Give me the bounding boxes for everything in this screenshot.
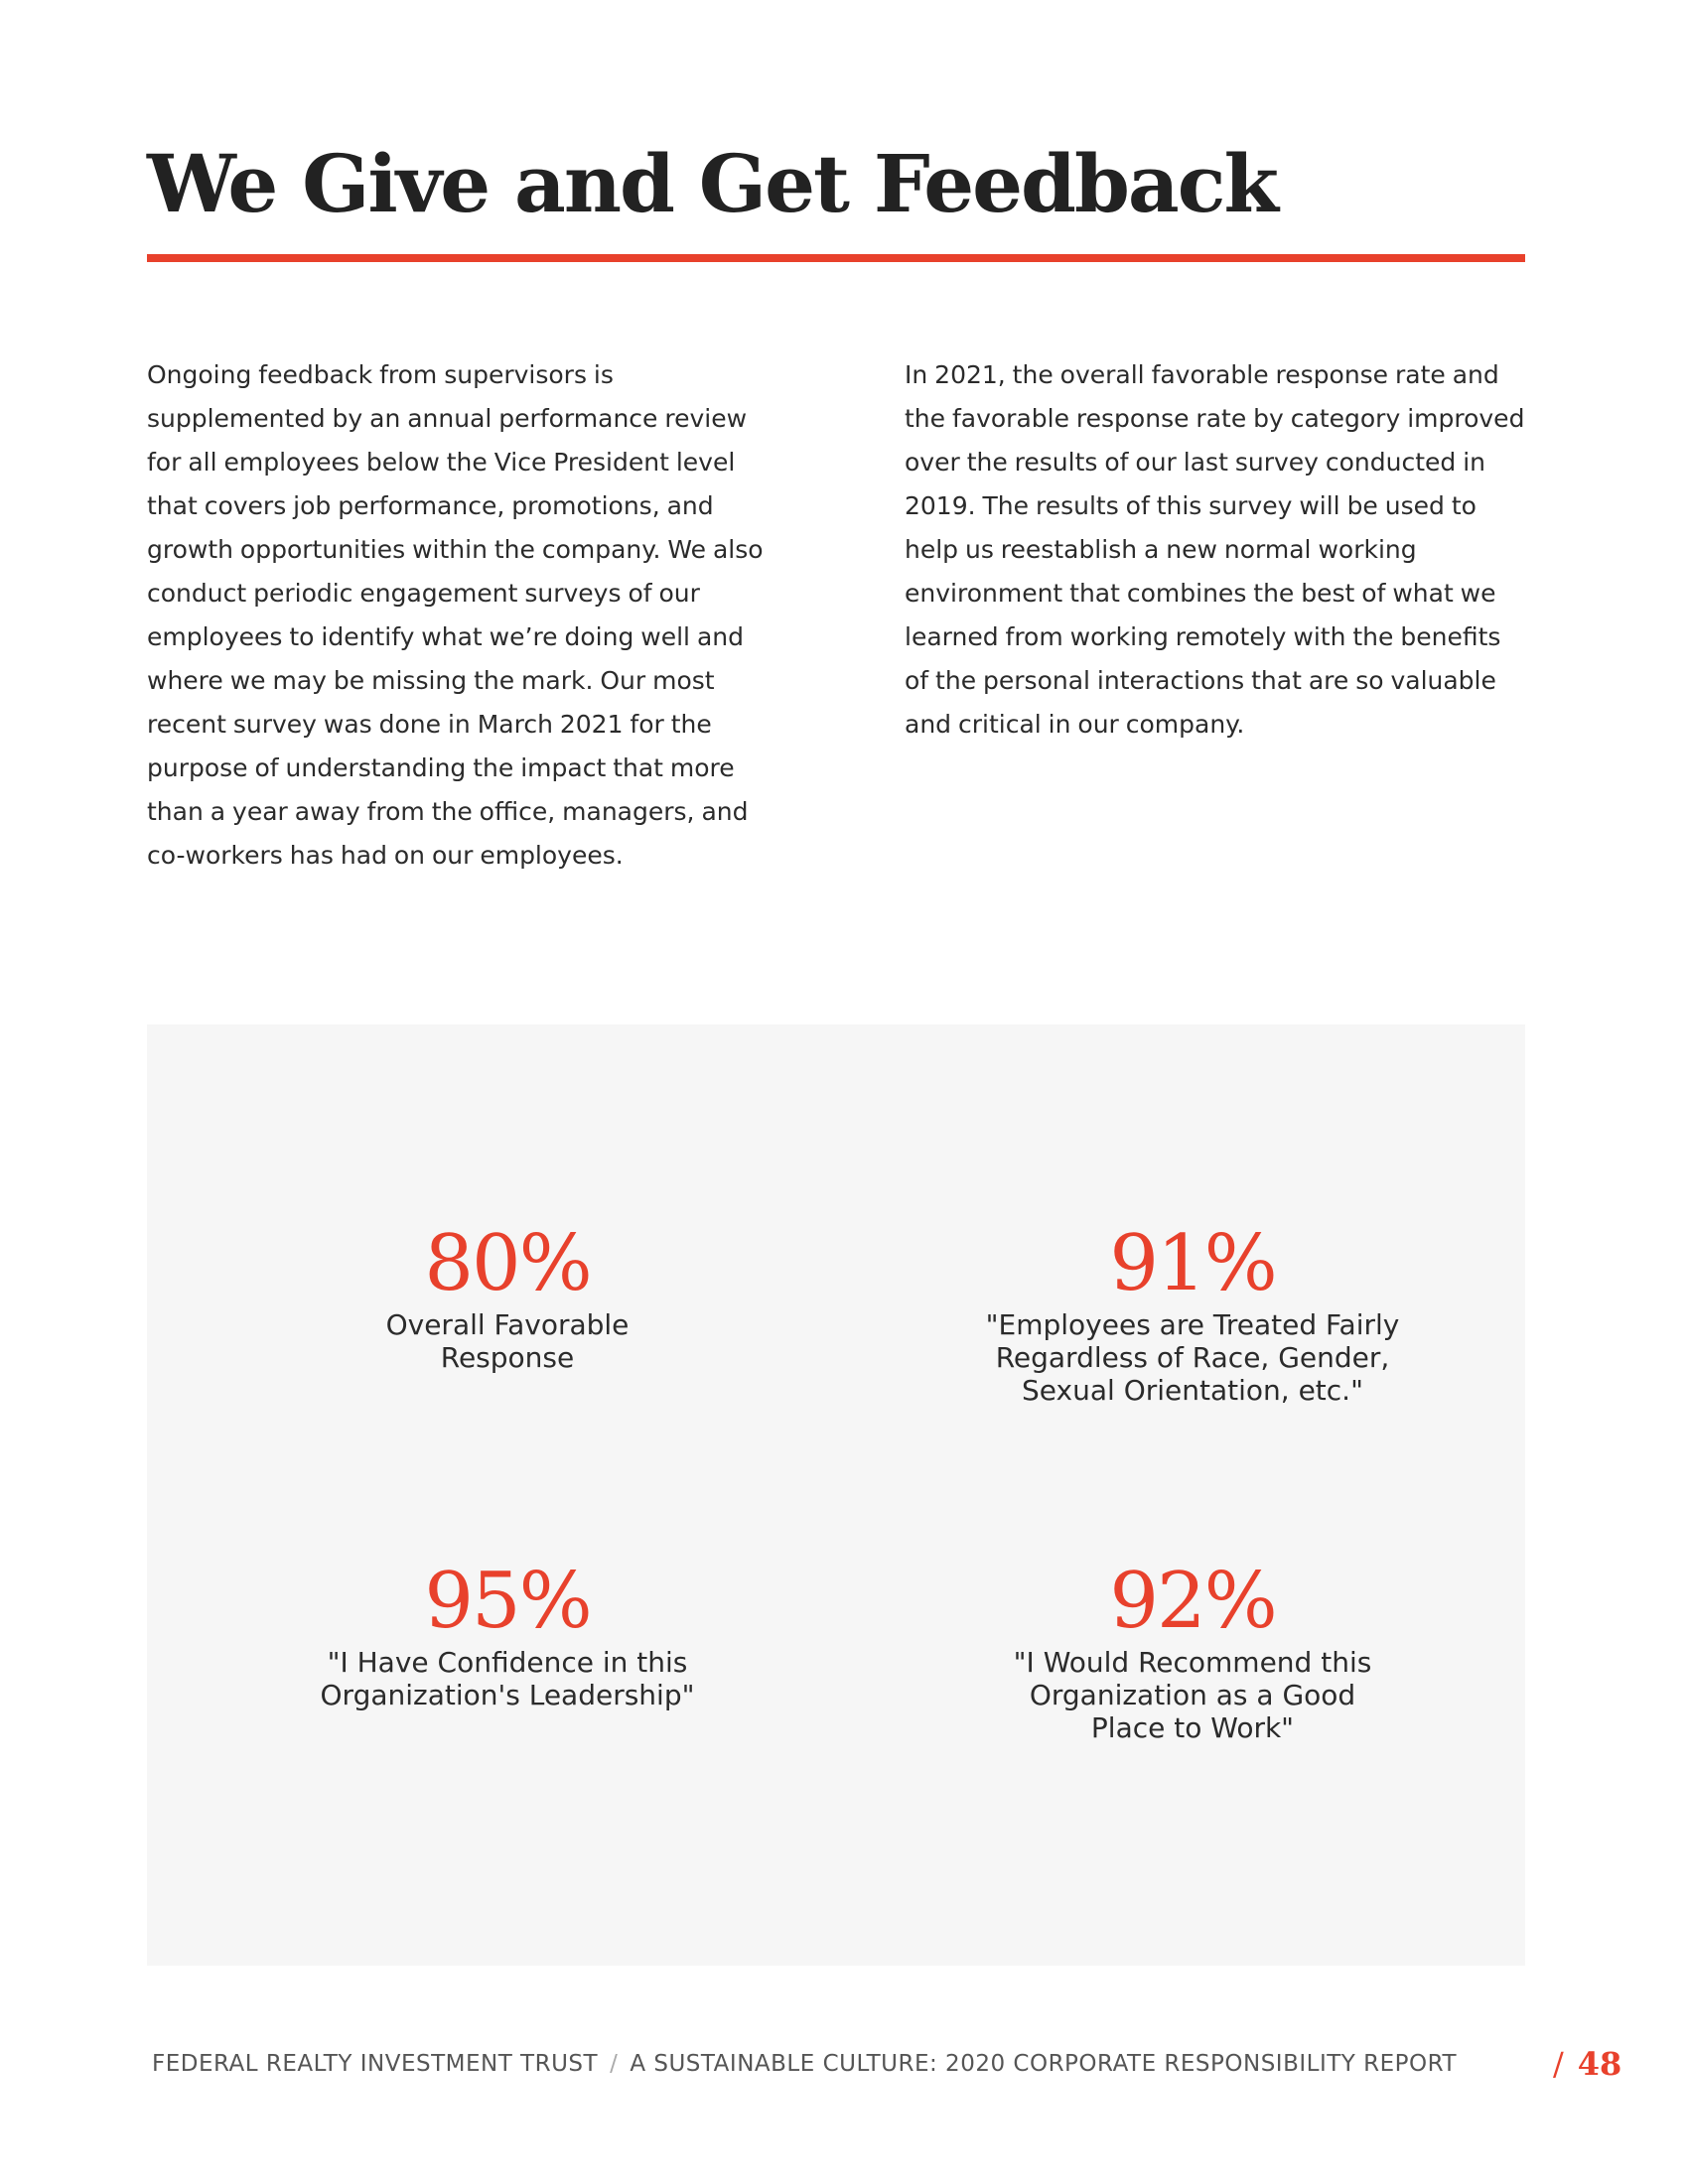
stat-value: 92% <box>1109 1557 1276 1646</box>
stat-leadership-confidence <box>249 1557 766 1711</box>
stat-value: 95% <box>424 1557 591 1646</box>
body-paragraph-right: In 2021, the overall favorable response rate and the favorable response rate by category improved over the results of our last survey conducted in 2019. The results of this survey will be used to help us reestablish a new normal working environment that combines the best of what we learned from working remotely with the benefits of the personal interactions that are so valuable and critical in our company. <box>905 360 1525 739</box>
stat-value: 91% <box>1109 1219 1276 1308</box>
page-title: We Give and Get Feedback <box>147 137 1277 230</box>
stat-label: "I Have Confidence in this Organization's Leadership" <box>320 1646 695 1711</box>
stat-overall-favorable <box>249 1219 766 1374</box>
stat-value: 80% <box>424 1219 591 1308</box>
footer-org-name: FEDERAL REALTY INVESTMENT TRUST <box>152 2051 599 2077</box>
title-divider <box>147 254 1525 262</box>
page-number-slash: / <box>1553 2045 1564 2083</box>
stat-label: "Employees are Treated Fairly Regardless of Race, Gender, Sexual Orientation, etc." <box>985 1308 1400 1407</box>
stat-label: Overall Favorable Response <box>385 1308 630 1374</box>
footer-running-title <box>152 2049 1457 2079</box>
stat-recommend-workplace <box>934 1557 1451 1744</box>
stat-label: "I Would Recommend this Organization as a Good Place to Work" <box>1013 1646 1372 1744</box>
footer-separator: / <box>610 2051 619 2077</box>
survey-stats-panel <box>147 1024 1525 1966</box>
page-number-value: 48 <box>1577 2045 1622 2083</box>
footer-report-title: A SUSTAINABLE CULTURE: 2020 CORPORATE RESPONSIBILITY REPORT <box>630 2051 1457 2077</box>
page-number <box>1553 2044 1621 2084</box>
body-paragraph-left: Ongoing feedback from supervisors is supplemented by an annual performance review for all employees below the Vice President level that covers job performance, promotions, and growth opportunities within the company. We also conduct periodic engagement surveys of our employees to identify what we’re doing well and where we may be missing the mark. Our most recent survey was done in March 2021 for the purpose of understanding the impact that more than a year away from the office, managers, and co-workers has had on our employees. <box>147 360 764 870</box>
stat-treated-fairly <box>934 1219 1451 1407</box>
